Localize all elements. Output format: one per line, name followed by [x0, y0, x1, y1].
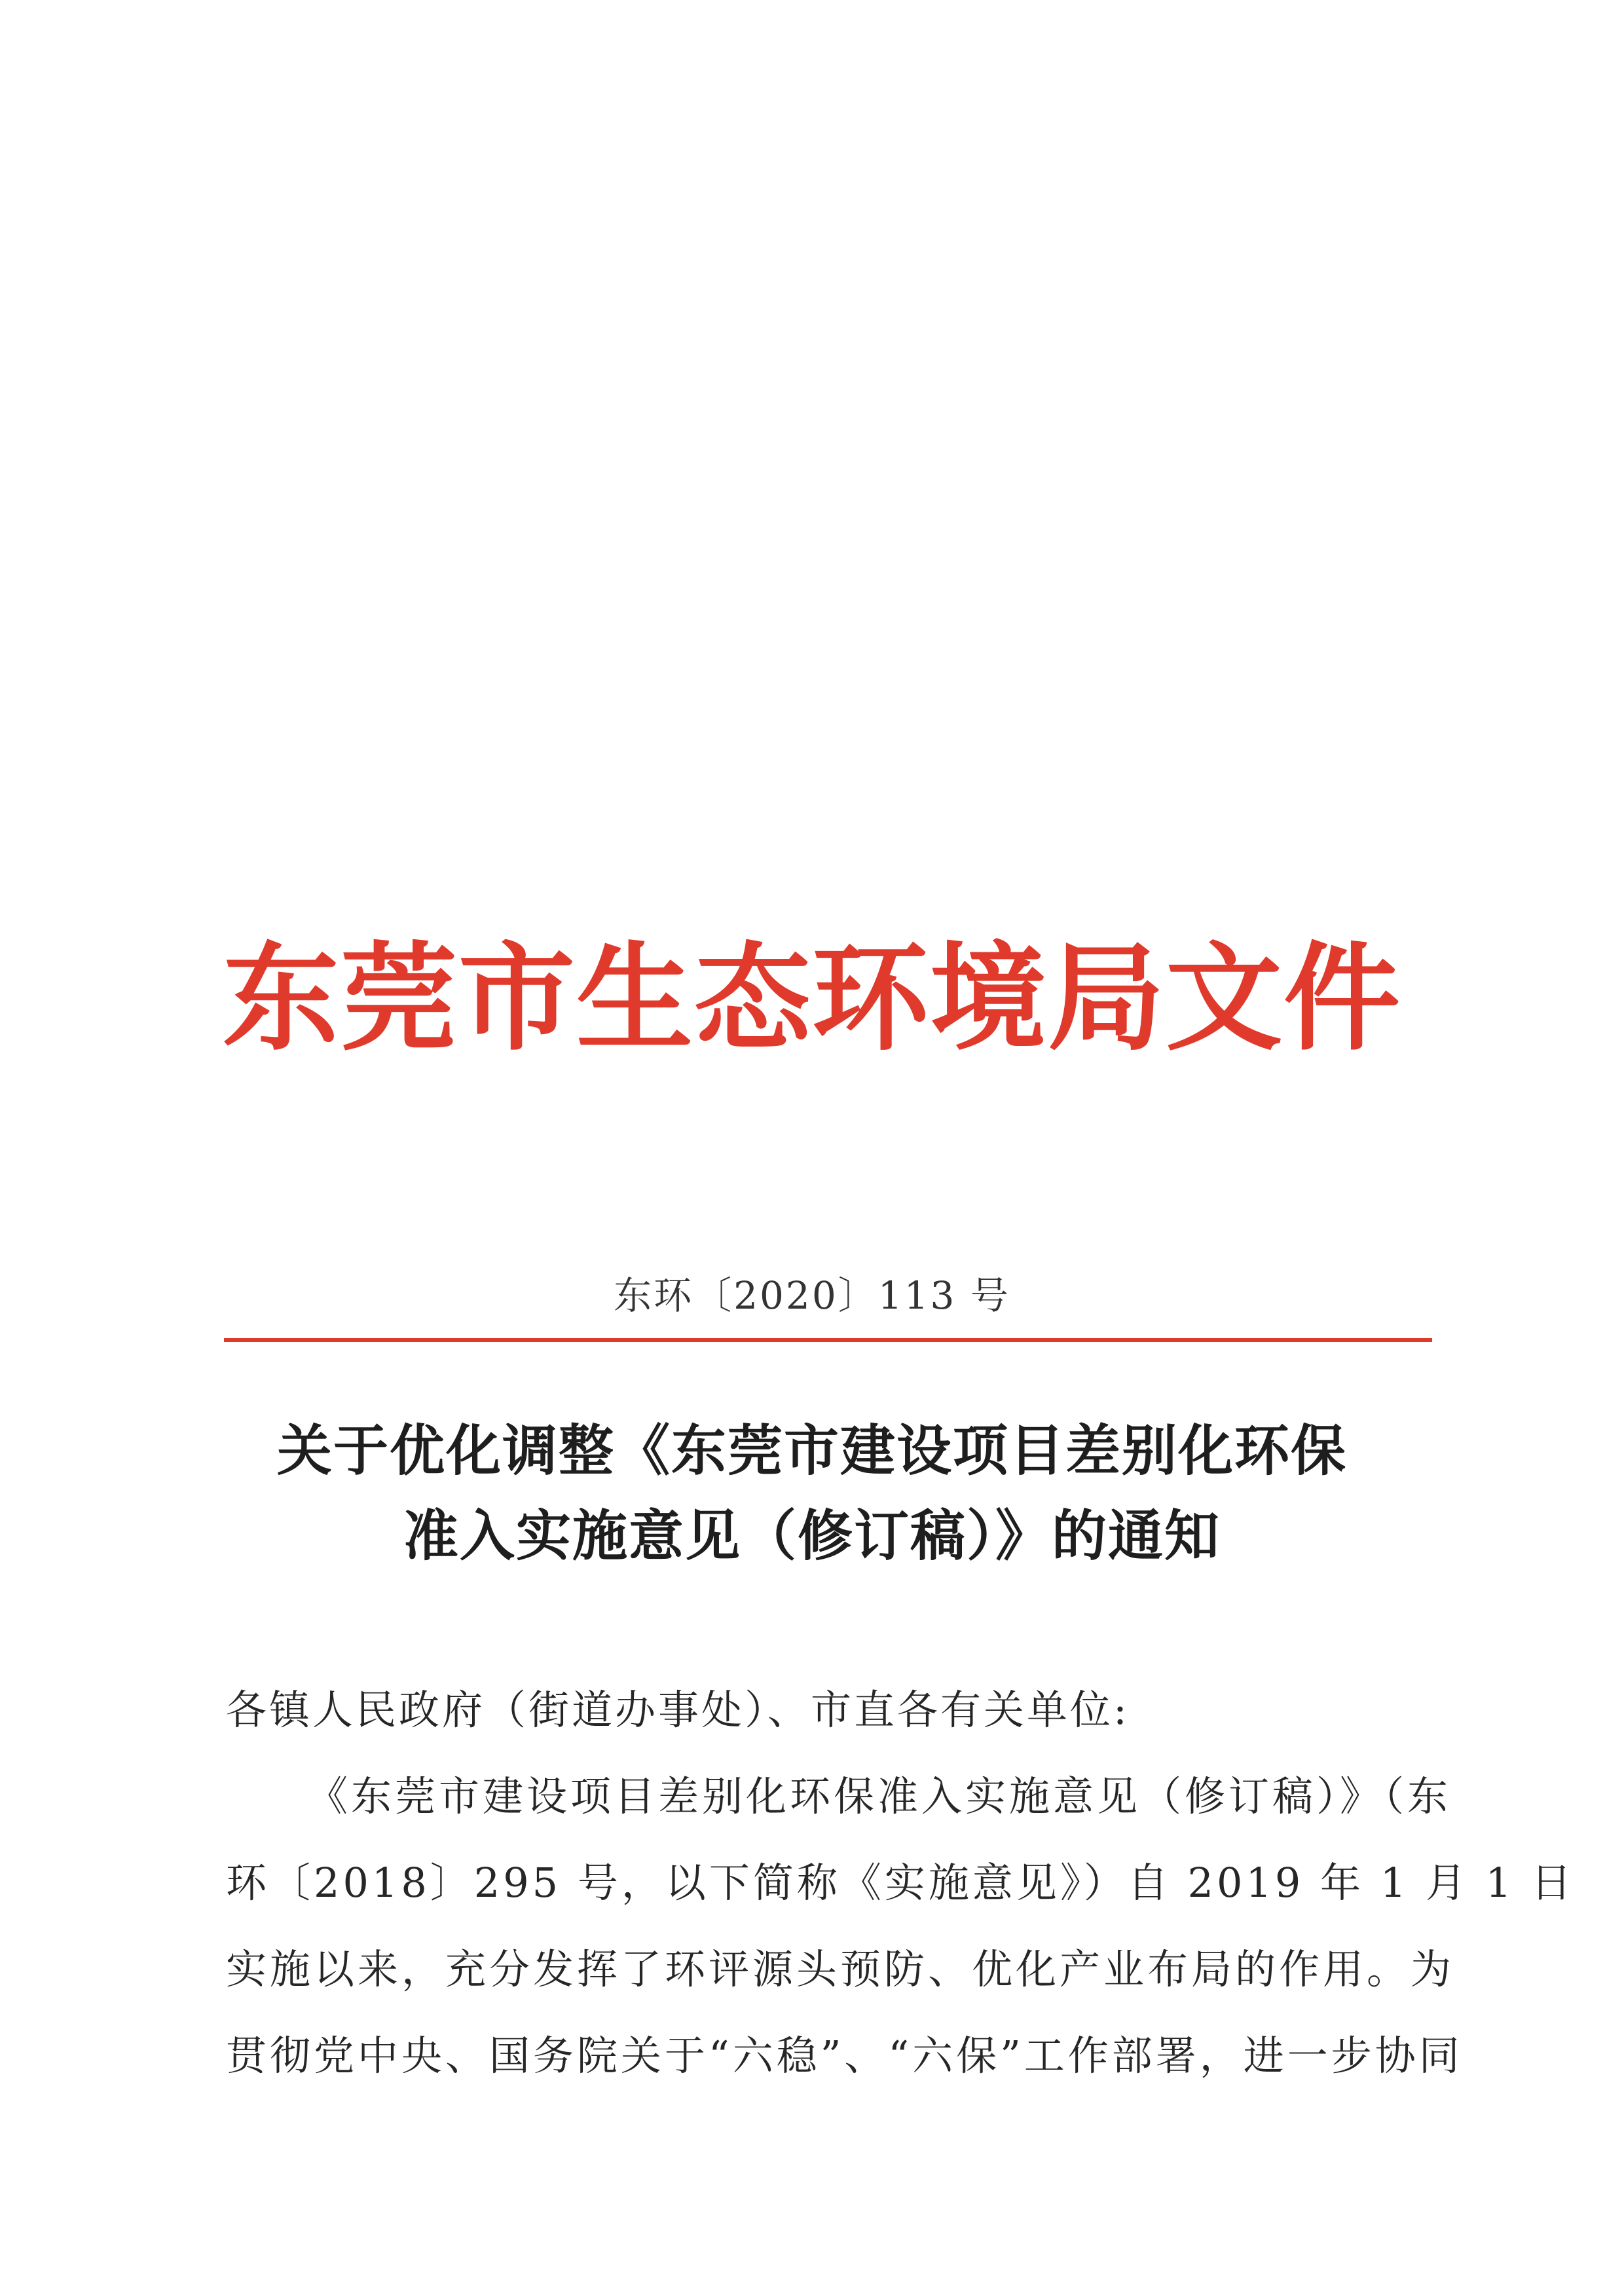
body-line-4: 贯彻党中央、国务院关于“六稳”、“六保”工作部署，进一步协同: [226, 2032, 1463, 2080]
document-title-line-2: 准入实施意见（修订稿）》的通知: [403, 1503, 1221, 1568]
masthead-title: 东莞市生态环境局文件: [223, 931, 1401, 1066]
red-divider-line: [224, 1338, 1432, 1342]
document-title: [0, 1408, 1624, 1578]
body-line-2: 环〔2018〕295 号，以下简称《实施意见》）自 2019 年 1 月 1 日: [226, 1859, 1575, 1907]
body-line-3: 实施以来，充分发挥了环评源头预防、优化产业布局的作用。为: [226, 1945, 1455, 1993]
salutation: 各镇人民政府（街道办事处）、市直各有关单位:: [226, 1686, 1130, 1734]
document-number: 东环〔2020〕113 号: [614, 1273, 1010, 1318]
body-line-1: 《东莞市建设项目差别化环保准入实施意见（修订稿）》（东: [307, 1772, 1452, 1820]
document-title-line-1: 关于优化调整《东莞市建设项目差别化环保: [276, 1418, 1347, 1483]
document-body: [226, 1667, 1575, 2099]
